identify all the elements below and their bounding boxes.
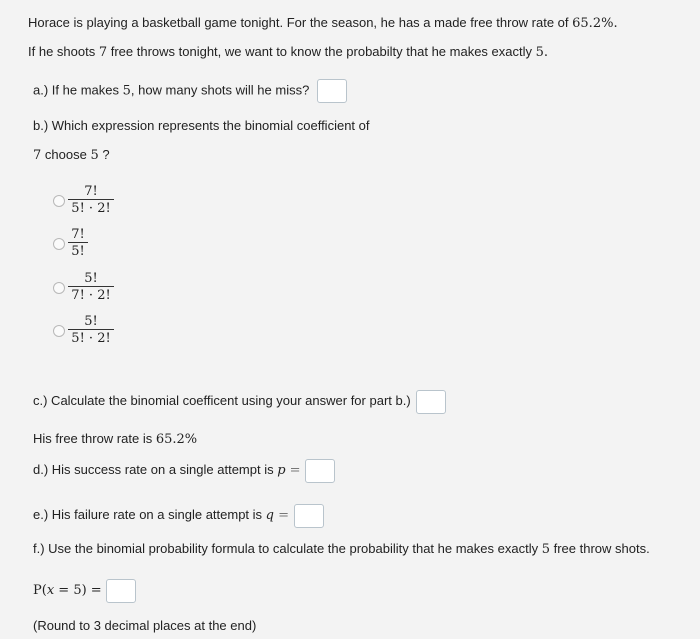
part-c-answer-input[interactable]: [416, 390, 446, 414]
intro-k: 5.: [535, 45, 549, 60]
intro-n: 7: [98, 45, 108, 60]
rate-value: 65.2%: [155, 432, 198, 447]
part-b-choose: choose: [41, 147, 91, 162]
option-3-fraction: [68, 271, 114, 303]
option-4-denominator: 5! · 2!: [68, 329, 114, 346]
part-f-suffix: free throw shots.: [549, 541, 650, 556]
option-3-numerator: 5!: [84, 271, 98, 286]
option-2-radio[interactable]: [53, 238, 65, 250]
option-3-denominator: 7! · 2!: [68, 286, 114, 303]
part-a-text: a.) If he makes: [33, 82, 123, 98]
part-f-line: [33, 541, 650, 557]
part-f-k: 5: [541, 542, 550, 557]
expr-rest: = 5) =: [54, 583, 102, 598]
part-c-line: [33, 389, 446, 414]
option-2-denominator: 5!: [68, 242, 88, 259]
part-d-text: d.) His success rate on a single attempt is: [33, 462, 278, 477]
expr-p: P(: [33, 583, 47, 598]
part-b-n: 7: [33, 148, 42, 163]
option-3-radio[interactable]: [53, 282, 65, 294]
part-e-var: q: [265, 508, 274, 523]
option-2-numerator: 7!: [71, 227, 85, 242]
part-d-line: [33, 458, 335, 483]
part-a-line: [33, 79, 347, 103]
option-1-numerator: 7!: [84, 184, 98, 199]
intro-line-1: [28, 15, 618, 31]
part-a-suffix: , how many shots will he miss?: [130, 82, 310, 98]
part-f-text: f.) Use the binomial probability formula to calculate the probability that he makes exactly: [33, 541, 542, 556]
rate-line: [33, 431, 197, 447]
option-4-radio[interactable]: [53, 325, 65, 337]
round-note: (Round to 3 decimal places at the end): [33, 618, 257, 633]
option-1-fraction: [68, 184, 114, 216]
intro-rate: 65.2%.: [572, 16, 618, 31]
option-4-fraction: [68, 314, 114, 346]
part-c-text: c.) Calculate the binomial coefficent using your answer for part b.): [33, 393, 411, 408]
part-d-equals: =: [285, 463, 301, 478]
part-d-var: p: [277, 463, 286, 478]
part-b-k: 5: [90, 148, 99, 163]
part-e-text: e.) His failure rate on a single attempt is: [33, 507, 266, 522]
part-a-answer-input[interactable]: [317, 79, 347, 103]
part-b-subquestion: [33, 147, 110, 163]
option-1-denominator: 5! · 2!: [68, 199, 114, 216]
option-4-numerator: 5!: [84, 314, 98, 329]
intro-text-2a: If he shoots: [28, 44, 99, 59]
rate-text: His free throw rate is: [33, 431, 156, 446]
part-f-expression: [33, 578, 136, 603]
intro-text-2b: free throws tonight, we want to know the probabilty that he makes exactly: [107, 44, 536, 59]
part-b-qmark: ?: [98, 147, 110, 162]
expr-x: x: [46, 583, 55, 598]
option-1-radio[interactable]: [53, 195, 65, 207]
part-e-answer-input[interactable]: [294, 504, 324, 528]
part-a-k: 5: [122, 83, 131, 99]
part-e-line: [33, 503, 324, 528]
part-e-equals: =: [274, 508, 290, 523]
part-b-question: b.) Which expression represents the binomial coefficient of: [33, 118, 370, 133]
intro-line-2: [28, 44, 548, 60]
intro-text: Horace is playing a basketball game tonight. For the season, he has a made free throw rate of: [28, 15, 573, 30]
option-2-fraction: [68, 227, 88, 259]
part-d-answer-input[interactable]: [305, 459, 335, 483]
part-f-answer-input[interactable]: [106, 579, 136, 603]
